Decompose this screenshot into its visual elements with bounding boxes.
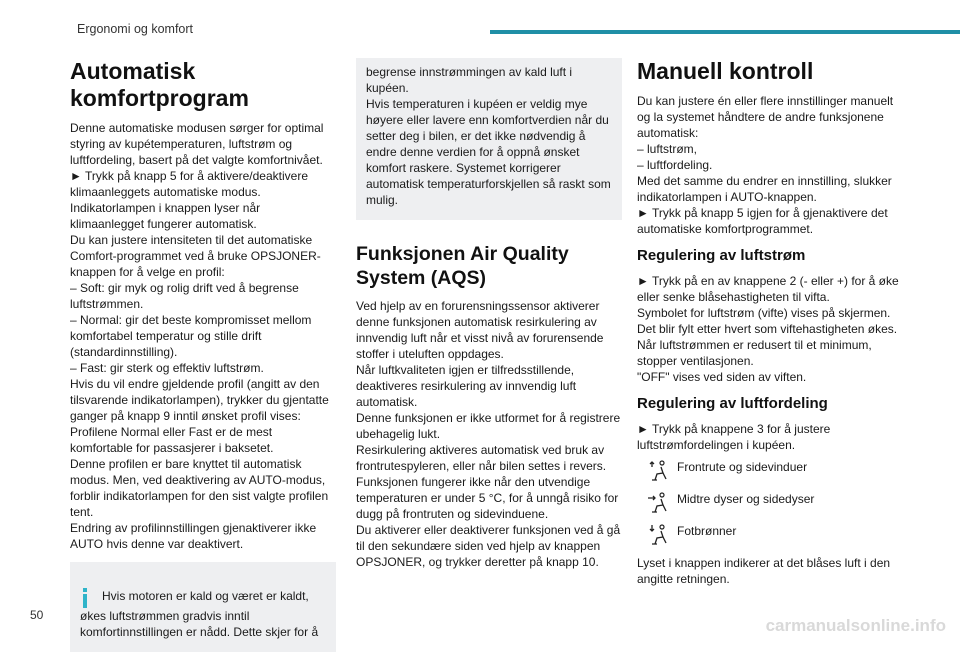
distribution-label: Frontrute og sidevinduer — [677, 460, 808, 474]
airflow-body: ► Trykk på en av knappene 2 (- eller +) for å øke eller senke blåsehastigheten til vifta. Symbolet for luftstrøm (vifte) vises på skjermen. Det blir fylt etter hvert som viftehastigheten økes. Når luftstrømmen er redusert til et minimum, stopper ventilasjonen. "OFF" vises ved siden av viften. — [637, 274, 899, 384]
column-2 — [356, 58, 622, 570]
watermark: carmanualsonline.info — [765, 616, 946, 635]
info-note — [70, 562, 336, 652]
footwell-airflow-icon — [647, 523, 669, 547]
section-heading-aqs: Funksjonen Air Quality System (AQS) — [356, 243, 569, 289]
distribution-item-windscreen — [647, 459, 903, 483]
distribution-label: Fotbrønner — [677, 524, 737, 538]
info-icon — [80, 588, 90, 608]
manual-control-intro: Du kan justere én eller flere innstillinger manuelt og la systemet håndtere de andre funksjonene automatisk: – luftstrøm, – luftfordeling. Med det samme du endrer en innstilling, slukker indikatorlampen i AUTO-knappen. ► Trykk på knapp 5 igjen for å gjenaktivere det automatiske komfortprogrammet. — [637, 94, 894, 236]
section-heading-manual-control: Manuell kontroll — [637, 58, 814, 84]
windscreen-airflow-icon — [647, 459, 669, 483]
running-header: Ergonomi og komfort — [77, 22, 194, 36]
aqs-body: Ved hjelp av en forurensningssensor aktiverer denne funksjonen automatisk resirkulering av innvendig luft når et visst nivå av forurensende stoffer i uteluften oppdages. Når luftkvaliteten igjen er tilfredsstillende, deaktiveres resirkulering av innvendig luft automatisk. Denne funksjonen er ikke utformet for å registrere ubehagelig lukt. Resirkulering aktiveres automatisk ved bruk av frontrutespyleren, eller når bilen settes i revers. Funksjonen fungerer ikke når den utvendige temperaturen er under 5 °C, for å unngå risiko for dugg på frontruten og sidevinduene. Du aktiverer eller deaktiverer funksjonen ved å gå til den sekundære siden ved hjelp av knappen OPSJONER, og trykker deretter på knapp 10. — [356, 299, 621, 569]
subheading-airflow: Regulering av luftstrøm — [637, 247, 806, 264]
section-heading-automatic-comfort: Automatisk komfortprogram — [70, 58, 249, 111]
column-3 — [637, 58, 903, 587]
header-accent-bar — [490, 30, 960, 34]
info-note-text: Hvis motoren er kald og været er kaldt, økes luftstrømmen gradvis inntil komfortinnstillingen er nådd. Dette skjer for å — [80, 589, 319, 639]
center-vents-airflow-icon — [647, 491, 669, 515]
subheading-air-distribution: Regulering av luftfordeling — [637, 395, 828, 412]
info-note-continued: begrense innstrømmingen av kald luft i kupéen. Hvis temperaturen i kupéen er veldig mye høyere eller lavere enn komfortverdien når du setter deg i bilen, er det ikke nødvendig å endre denne verdien for å oppnå ønsket komfort raskere. Systemet korrigerer automatisk temperaturforskjellen så raskt som mulig. — [356, 58, 622, 220]
page-number: 50 — [30, 608, 44, 622]
automatic-comfort-body: Denne automatiske modusen sørger for optimal styring av kupétemperaturen, luftstrøm og luftfordeling, basert på det valgte komfortnivået. ► Trykk på knapp 5 for å aktivere/deaktivere klimaanleggets automatiske modus. Indikatorlampen i knappen lyser når klimaanlegget fungerer automatisk. Du kan justere intensiteten til det automatiske Comfort-programmet ved å bruke OPSJONER-knappen for å velge en profil: – Soft: gir myk og rolig drift ved å begrense luftstrømmen. – Normal: gir det beste kompromisset mellom komfortabel temperatur og stille drift (standardinnstilling). – Fast: gir sterk og effektiv luftstrøm. Hvis du vil endre gjeldende profil (angitt av den tilsvarende indikatorlampen), trykker du gjentatte ganger på knapp 9 inntil ønsket profil vises: Profilene Normal eller Fast er de mest komfortable for passasjerer i baksetet. Denne profilen er bare knyttet til automatisk modus. Men, ved deaktivering av AUTO-modus, forblir indikatorlampen for den sist valgte profilen tent. Endring av profilinnstillingen gjenaktiverer ikke AUTO hvis denne var deaktivert. — [70, 121, 329, 551]
distribution-item-footwell — [647, 523, 903, 547]
air-distribution-outro: Lyset i knappen indikerer at det blåses luft i den angitte retningen. — [637, 556, 891, 586]
distribution-label: Midtre dyser og sidedyser — [677, 492, 815, 506]
distribution-item-center-vents — [647, 491, 903, 515]
air-distribution-body: ► Trykk på knappene 3 for å justere luftstrømfordelingen i kupéen. — [637, 422, 831, 452]
column-1 — [70, 58, 336, 652]
